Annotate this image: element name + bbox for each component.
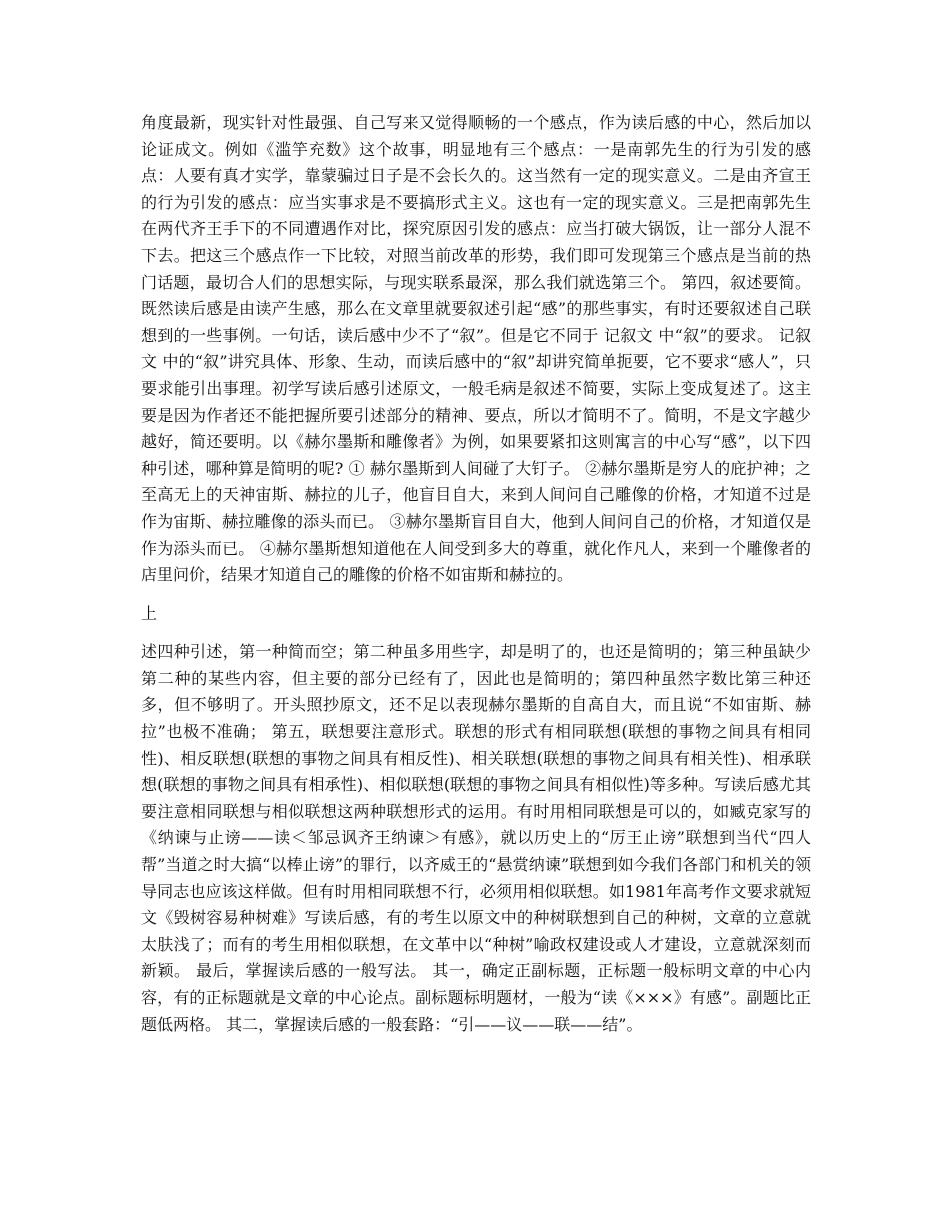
section-marker: 上 <box>141 603 158 623</box>
body-paragraph-1: 角度最新，现实针对性最强、自己写来又觉得顺畅的一个感点，作为读后感的中心，然后加以论证成文。例如《滥竽充数》这个故事，明显地有三个感点：一是南郭先生的行为引发的感点：人要有真才实学，靠蒙骗过日子是不会长久的。这当然有一定的现实意义。二是由齐宣王的行为引发的感点：应当实事求是不要搞形式主义。这也有一定的现实意义。三是把南郭先生在两代齐王手下的不同遭遇作对比，探究原因引发的感点：应当打破大锅饭，让一部分人混不下去。把这三个感点作一下比较，对照当前改革的形势，我们即可发现第三个感点是当前的热门话题，最切合人们的思想实际，与现实联系最深，那么我们就选第三个。 第四，叙述要简。既然读后感是由读产生感，那么在文章里就要叙述引起“感”的那些事实，有时还要叙述自己联想到的一些事例。一句话，读后感中少不了“叙”。但是它不同于 记叙文 中“叙”的要求。 记叙文 中的“叙”讲究具体、形象、生动，而读后感中的“叙”却讲究简单扼要，它不要求“感人”，只要求能引出事理。初学写读后感引述原文，一般毛病是叙述不简要，实际上变成复述了。这主要是因为作者还不能把握所要引述部分的精神、要点，所以才简明不了。简明，不是文字越少越好，简还要明。以《赫尔墨斯和雕像者》为例，如果要紧扣这则寓言的中心写“感”，以下四种引述，哪种算是简明的呢? ① 赫尔墨斯到人间碰了大钉子。 ②赫尔墨斯是穷人的庇护神；之至高无上的天神宙斯、赫拉的儿子，他盲目自大，来到人间问自己雕像的价格，才知道不过是作为宙斯、赫拉雕像的添头而已。 ③赫尔墨斯盲目自大，他到人间问自己的价格，才知道仅是作为添头而已。 ④赫尔墨斯想知道他在人间受到多大的尊重，就化作凡人，来到一个雕像者的店里问价，结果才知道自己的雕像的价格不如宙斯和赫拉的。 <box>141 113 811 585</box>
document-page <box>141 110 811 1038</box>
body-paragraph-2: 述四种引述，第一种简而空；第二种虽多用些字，却是明了的，也还是简明的；第三种虽缺少第二种的某些内容，但主要的部分已经有了，因此也是简明的；第四种虽然字数比第三种还多，但不够明了。开头照抄原文，还不足以表现赫尔墨斯的自高自大，而且说“不如宙斯、赫拉”也极不准确； 第五，联想要注意形式。联想的形式有相同联想(联想的事物之间具有相同性)、相反联想(联想的事物之间具有相反性)、相关联想(联想的事物之间具有相关性)、相承联想(联想的事物之间具有相承性)、相似联想(联想的事物之间具有相似性)等多种。写读后感尤其要注意相同联想与相似联想这两种联想形式的运用。有时用相同联想是可以的，如臧克家写的《纳谏与止谤——读＜邹忌讽齐王纳谏＞有感》，就以历史上的“厉王止谤”联想到当代“四人帮”当道之时大搞“以棒止谤”的罪行，以齐威王的“悬赏纳谏”联想到如今我们各部门和机关的领导同志也应该这样做。但有时用相同联想不行，必须用相似联想。如1981年高考作文要求就短文《毁树容易种树难》写读后感，有的考生以原文中的种树联想到自己的种树，文章的立意就太肤浅了；而有的考生用相似联想，在文革中以“种树”喻政权建设或人才建设，立意就深刻而新颖。 最后，掌握读后感的一般写法。 其一，确定正副标题，正标题一般标明文章的中心内容，有的正标题就是文章的中心论点。副标题标明题材，一般为“读《×××》有感”。副题比正题低两格。 其二，掌握读后感的一般套路：“引——议——联——结”。 <box>141 642 811 1034</box>
